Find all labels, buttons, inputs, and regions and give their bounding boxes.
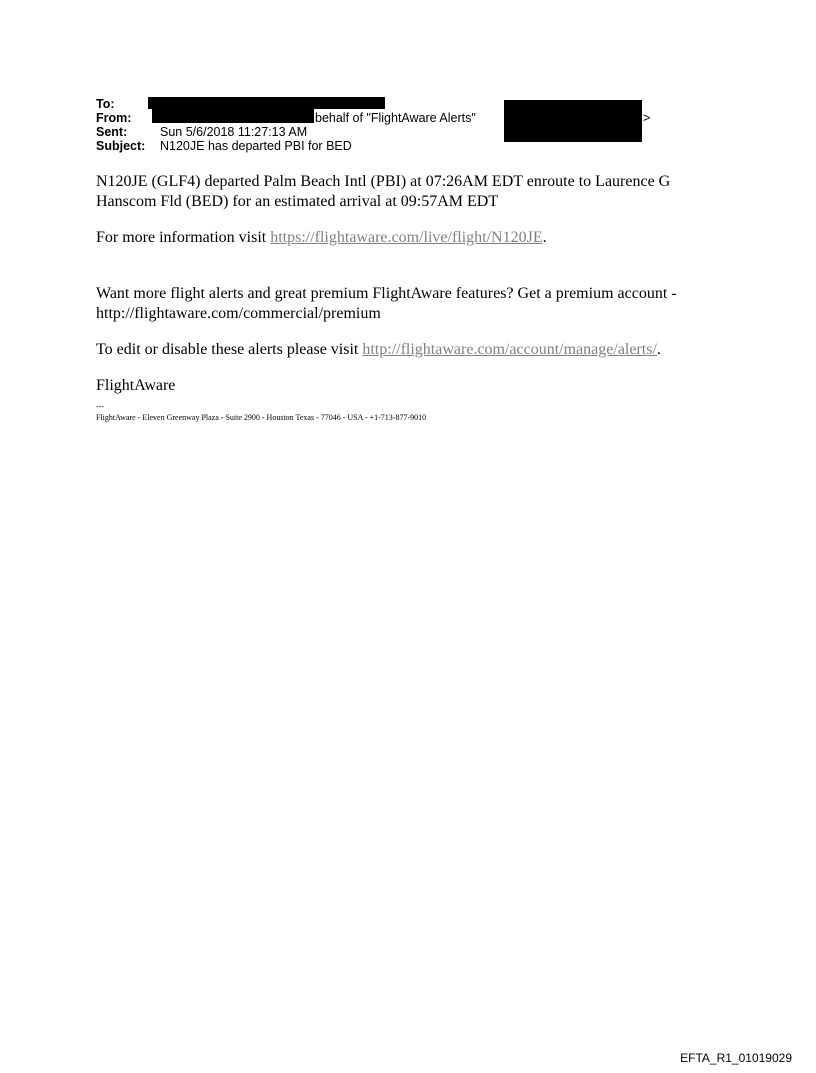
- sent-row: [96, 125, 736, 139]
- to-label: To:: [96, 97, 115, 111]
- info-paragraph: [96, 228, 716, 248]
- sent-label: Sent:: [96, 125, 128, 139]
- manage-alerts-link[interactable]: http://flightaware.com/account/manage/alerts/: [362, 341, 657, 358]
- edit-alerts-paragraph: [96, 340, 716, 360]
- from-row: [96, 111, 736, 125]
- from-value: behalf of "FlightAware Alerts": [315, 111, 476, 125]
- edit-prefix: To edit or disable these alerts please visit: [96, 341, 363, 358]
- footer-address: FlightAware - Eleven Greenway Plaza - Suite 2900 - Houston Texas - 77046 - USA - +1-713-877-9010: [96, 413, 427, 422]
- email-footer: [96, 401, 426, 423]
- email-header: [96, 97, 736, 153]
- document-id: EFTA_R1_01019029: [680, 1051, 792, 1065]
- info-suffix: .: [542, 229, 547, 246]
- sent-value: Sun 5/6/2018 11:27:13 AM: [160, 125, 308, 139]
- subject-label: Subject:: [96, 139, 146, 153]
- signature: FlightAware: [96, 377, 176, 394]
- from-label: From:: [96, 111, 132, 125]
- footer-separator: ---: [96, 402, 104, 411]
- premium-paragraph: Want more flight alerts and great premium FlightAware features? Get a premium account - http://flightaware.com/commercial/premium: [96, 285, 677, 322]
- redaction-box: [152, 109, 314, 123]
- subject-row: [96, 139, 736, 153]
- info-prefix: For more information visit: [96, 229, 271, 246]
- from-value-tail: >: [643, 111, 651, 125]
- email-body: [96, 172, 716, 396]
- flight-info-link[interactable]: https://flightaware.com/live/flight/N120JE: [270, 229, 543, 246]
- subject-value: N120JE has departed PBI for BED: [160, 139, 352, 153]
- edit-suffix: .: [656, 341, 661, 358]
- departure-paragraph: N120JE (GLF4) departed Palm Beach Intl (PBI) at 07:26AM EDT enroute to Laurence G Hanscom Fld (BED) for an estimated arrival at 09:57AM EDT: [96, 173, 671, 210]
- redaction-box: [148, 97, 385, 109]
